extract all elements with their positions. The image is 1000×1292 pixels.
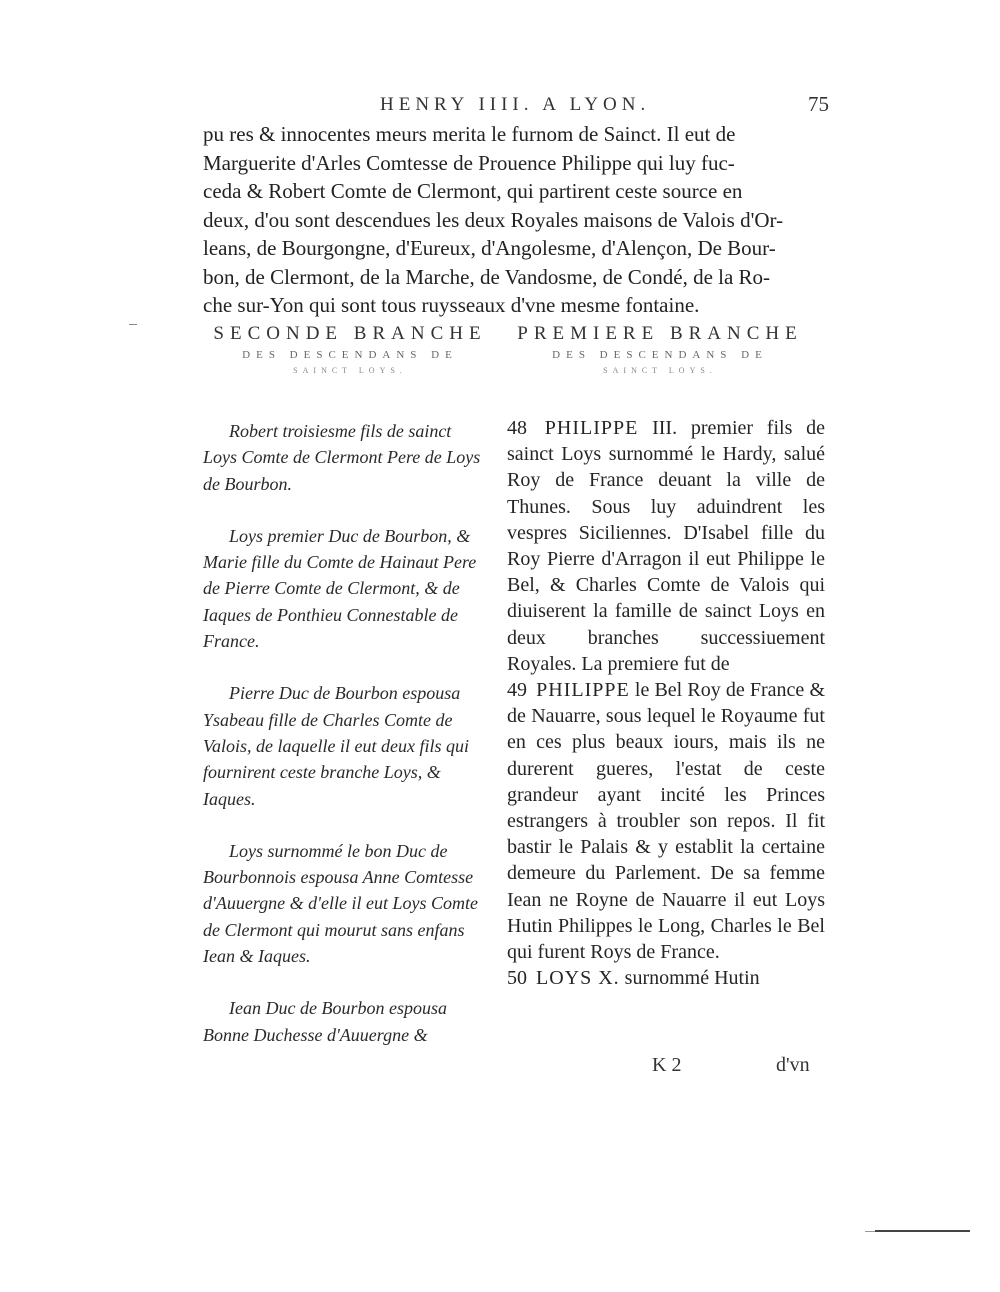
intro-line: pu res & innocentes meurs merita le furnom de Sainct. Il eut de (203, 122, 736, 146)
entry-number: 49 (507, 679, 527, 702)
heading-title: SECONDE BRANCHE (213, 323, 487, 344)
margin-mark (129, 324, 137, 325)
entry-text: III. premier fils de sainct Loys surnommé le Hardy, salué Roy de France deuant la ville de Thunes. Sous luy aduindrent les vespres Siciliennes. D'Isabel fille du Roy Pierre d'Arragon il eut Philippe le Bel, & Charles Comte de Valois qui diuiserent la famille de sainct Loys en deux branches successiuement Royales. La premiere fut de (507, 417, 825, 675)
intro-line: che sur-Yon qui sont tous ruysseaux d'vne mesme fontaine. (203, 293, 700, 317)
page-number: 75 (808, 92, 829, 116)
intro-line: ceda & Robert Comte de Clermont, qui partirent ceste source en (203, 179, 743, 203)
left-column-heading (200, 322, 500, 378)
signature-mark: K 2 (652, 1054, 682, 1076)
intro-line: Marguerite d'Arles Comtesse de Prouence Philippe qui luy fuc- (203, 150, 735, 175)
running-title: HENRY IIII. A LYON. (380, 94, 651, 115)
genealogy-entry: Robert troisiesme fils de sainct Loys Comte de Clermont Pere de Loys de Bourbon. (203, 421, 481, 494)
king-name: PHILIPPE (536, 679, 630, 702)
right-column-text (507, 415, 825, 991)
heading-subtitle: DES DESCENDANS DE (242, 349, 458, 361)
intro-line: deux, d'ou sont descendues les deux Royales maisons de Valois d'Or- (203, 207, 784, 232)
king-name: PHILIPPE (544, 417, 639, 439)
heading-title: PREMIERE BRANCHE (517, 323, 803, 344)
heading-subtitle-small: SAINCT LOYS. (603, 366, 717, 375)
edge-rule-line (875, 1230, 970, 1232)
entry-number: 48 (507, 417, 527, 439)
genealogy-entry: Pierre Duc de Bourbon espousa Ysabeau fille de Charles Comte de Valois, de laquelle il eut deux fils qui fournirent ceste branche Loys, & Iaques. (203, 683, 469, 809)
genealogy-entry: Loys surnommé le bon Duc de Bourbonnois espousa Anne Comtesse d'Auuergne & d'elle il eut Loys Comte de Clermont qui mourut sans enfans Iean & Iaques. (203, 840, 478, 967)
intro-line: bon, de Clermont, de la Marche, de Vandosme, de Condé, de la Ro- (203, 264, 771, 289)
king-name: LOYS X. (536, 967, 620, 990)
entry-number: 50 (507, 967, 527, 990)
entry-text: surnommé Hutin (624, 967, 760, 990)
king-entry-49 (507, 677, 825, 965)
catchword: d'vn (776, 1054, 810, 1076)
genealogy-entry: Iean Duc de Bourbon espousa Bonne Duchesse d'Auuergne & (203, 998, 447, 1045)
genealogy-entry: Loys premier Duc de Bourbon, & Marie fille du Comte de Hainaut Pere de Pierre Comte de Clermont, & de Iaques de Ponthieu Connestable de France. (203, 525, 477, 652)
heading-subtitle-small: SAINCT LOYS. (293, 366, 407, 375)
intro-paragraph (203, 120, 825, 320)
king-entry-48 (507, 415, 825, 677)
heading-subtitle: DES DESCENDANS DE (552, 349, 768, 361)
left-column-italic-text (203, 418, 487, 1074)
king-entry-50 (507, 965, 825, 991)
intro-line: leans, de Bourgongne, d'Eureux, d'Angolesme, d'Alençon, De Bour- (203, 236, 776, 260)
right-column-heading (510, 322, 810, 378)
entry-text: le Bel Roy de France & de Nauarre, sous lequel le Royaume fut en ces plus beaux iours, mais ils ne durerent gueres, l'estat de ceste grandeur ayant incité les Princes estrangers à troubler son repos. Il fit bastir le Palais & y establit la certaine demeure du Parlement. De sa femme Iean ne Royne de Nauarre il eut Loys Hutin Philippes le Long, Charles le Bel qui furent Roys de France. (507, 679, 826, 964)
